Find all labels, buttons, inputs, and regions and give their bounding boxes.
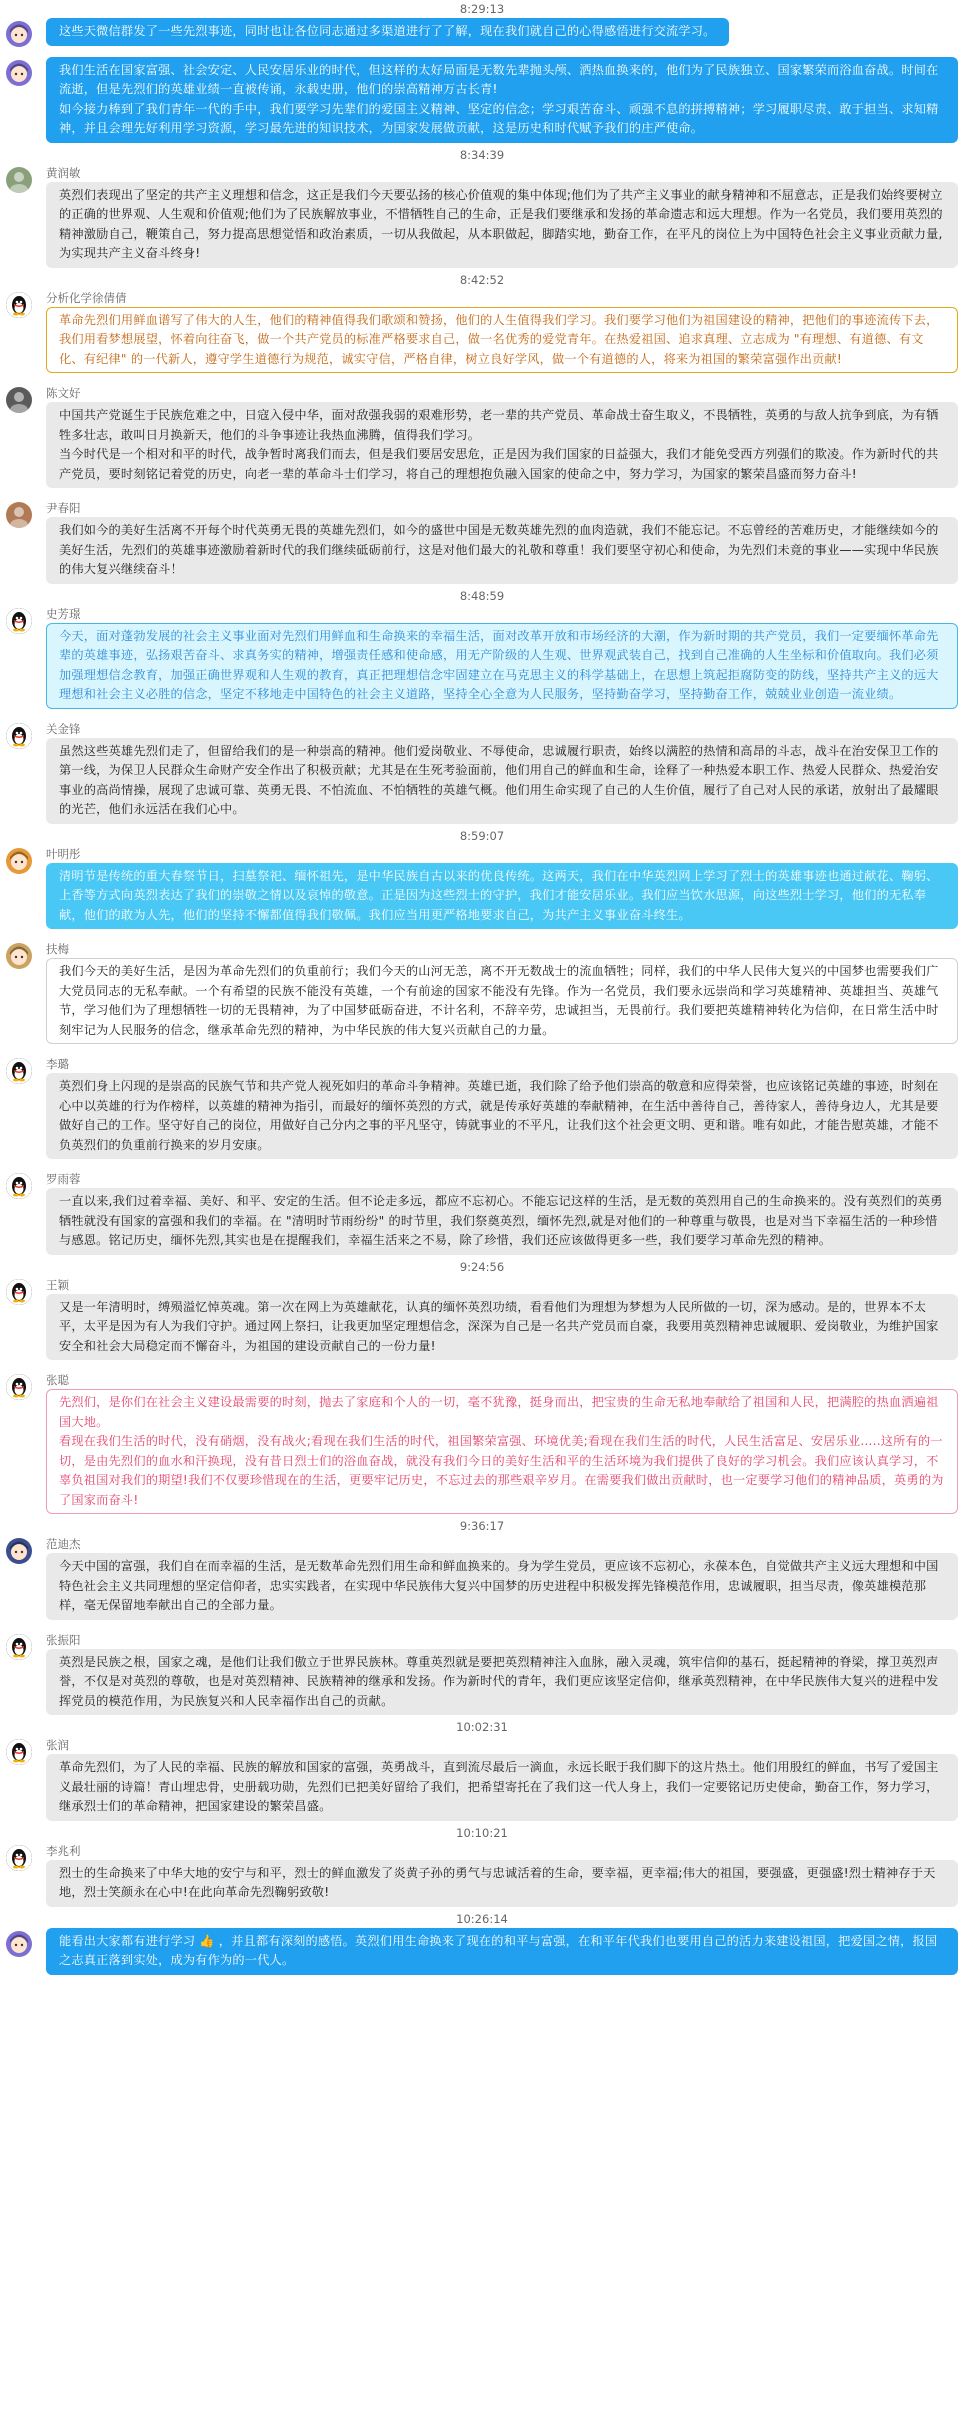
timestamp: 9:24:56 <box>459 1259 505 1274</box>
sender-name: 叶明彤 <box>46 846 81 861</box>
sender-name: 张振阳 <box>46 1632 81 1647</box>
message <box>0 1631 964 1719</box>
message-body <box>46 384 958 491</box>
message-bubble[interactable]: 能看出大家都有进行学习 👍 ，并且都有深刻的感悟。英烈们用生命换来了现在的和平与富强，在和平年代我们也要用自己的活力来建设祖国，把爱国之情，报国之志真正落到实处，成为有作为的一代人。 <box>46 1928 958 1975</box>
message-bubble[interactable]: 我们生活在国家富强、社会安定、人民安居乐业的时代，但这样的太好局面是无数先辈抛头颅、洒热血换来的，他们为了民族独立、国家繁荣而浴血奋战。时间在流逝，但是先烈们的英雄业绩一直被传诵，永载史册，他们的崇高精神万古长青! 如今接力棒到了我们青年一代的手中，我们要学习先辈们的爱国主义精神、坚定的信念；学习艰苦奋斗、顽强不息的拼搏精神；学习履职尽责、敢于担当、求知精神，并且会理先好利用学习资源，学习最先进的知识技术，为国家发展做贡献，这是历史和时代赋予我们的庄严使命。 <box>46 57 958 143</box>
message <box>0 289 964 377</box>
message-body <box>46 1170 958 1258</box>
message <box>0 1055 964 1162</box>
qq-avatar[interactable] <box>6 1058 32 1084</box>
message-body <box>46 1928 958 1978</box>
message-bubble[interactable]: 一直以来,我们过着幸福、美好、和平、安定的生活。但不论走多远，都应不忘初心。不能忘记这样的生活，是无数的英烈用自己的生命换来的。没有英烈们的英勇牺牲就没有国家的富强和我们的幸福。在 "清明时节雨纷纷" 的时节里，我们祭奠英烈，缅怀先烈,就是对他们的一种尊重与敬畏，也是对当下幸福生活的一种珍惜与感恩。铭记历史，缅怀先烈,其实也是在提醒我们，幸福生活来之不易，除了珍惜，我们还应该做得更多一些，我们要学习革命先烈的精神。 <box>46 1188 958 1255</box>
anime-avatar[interactable] <box>6 60 32 86</box>
message-body <box>46 605 958 712</box>
sender-name: 李兆利 <box>46 1843 81 1858</box>
message <box>0 18 964 49</box>
sender-name: 范迪杰 <box>46 1537 81 1551</box>
anime-avatar[interactable] <box>6 21 32 47</box>
anime-avatar[interactable] <box>6 1931 32 1957</box>
message-gap <box>0 712 964 720</box>
message <box>0 1371 964 1517</box>
message <box>0 1170 964 1258</box>
message-bubble[interactable]: 革命先烈们用鲜血谱写了伟大的人生，他们的精神值得我们歌颂和赞扬，他们的人生值得我们学习。我们要学习他们为祖国建设的精神，把他们的事迹流传下去，我们用看梦想展望，怀着向往奋飞，做一个共产党员的标准严格要求自己，做一名优秀的爱党青年。在热爱祖国、追求真理、立志成为 "有理想、有道德、有文化、有纪律" 的一代新人，遵守学生道德行为规范，诚实守信，严格自律，树立良好学风，做一个有道德的人，将来为祖国的繁荣富强作出贡献! <box>46 307 958 374</box>
message-body <box>46 1276 958 1364</box>
anime-avatar[interactable] <box>6 943 32 969</box>
qq-avatar[interactable] <box>6 723 32 749</box>
message <box>0 164 964 271</box>
message-bubble[interactable]: 又是一年清明时，缚殒溢忆悼英魂。第一次在网上为英雄献花，认真的缅怀英烈功绩，看看他们为理想为梦想为人民所做的一切，深为感动。是的，世界本不太平，太平是因为有人为我们守护。通过网上祭扫，让我更加坚定理想信念，深深为自己是一名共产党员而自豪，我要用英烈精神忠诚履职、爱岗敬业，为维护国家安全和社会大局稳定而不懈奋斗，为祖国的建设贡献自己的一份力量! <box>46 1294 958 1361</box>
qq-avatar[interactable] <box>6 1634 32 1660</box>
qq-avatar[interactable] <box>6 1173 32 1199</box>
message-body <box>46 720 958 827</box>
message <box>0 605 964 712</box>
message-gap <box>0 1047 964 1055</box>
qq-avatar[interactable] <box>6 1374 32 1400</box>
message-bubble[interactable]: 中国共产党诞生于民族危难之中，日寇入侵中华，面对敌强我弱的艰难形势，老一辈的共产党员、革命战士奋生取义，不畏牺牲，英勇的与敌人抗争到底，为有牺牲多壮志，敢叫日月换新天，他们的斗争事迹让我热血沸腾，值得我们学习。 当今时代是一个相对和平的时代，战争暂时离我们而去，但是我们要居安思危，正是因为我们国家的日益强大，我们才能免受西方列强们的欺凌。作为新时代的共产党员，要时刻铭记着党的历史，向老一辈的革命斗士们学习，将自己的理想抱负融入国家的使命之中，努力学习，为国家的繁荣昌盛而努力奋斗! <box>46 402 958 488</box>
anime-avatar[interactable] <box>6 1538 32 1564</box>
sender-name: 尹春阳 <box>46 501 81 515</box>
message-gap <box>0 491 964 499</box>
message <box>0 499 964 587</box>
message-bubble[interactable]: 烈士的生命换来了中华大地的安宁与和平，烈士的鲜血激发了炎黄子孙的勇气与忠诚活着的生命，要幸福，更幸福;伟大的祖国，要强盛，更强盛!烈士精神存于天地，烈士笑颜永在心中!在此向革命先烈鞠躬致敬! <box>46 1860 958 1907</box>
timestamp: 8:59:07 <box>459 828 505 843</box>
message <box>0 1736 964 1824</box>
message <box>0 57 964 146</box>
message <box>0 940 964 1047</box>
message-bubble[interactable]: 我们今天的美好生活，是因为革命先烈们的负重前行；我们今天的山河无恙，离不开无数战士的流血牺牲；同样，我们的中华人民伟大复兴的中国梦也需要我们广大党员同志的无私奉献。一个有希望的民族不能没有英雄，一个有前途的国家不能没有先锋。作为一名党员，我们要永远崇尚和学习英雄精神、英雄担当、英雄气节，学习他们为了理想牺牲一切的无畏精神，为了中国梦砥砺奋进，不计名利，不辞辛劳，忠诚担当，无畏前行。我们要把英雄精神转化为信仰，在日常生活中时刻牢记为人民服务的信念，继承革命先烈的精神，为中华民族的伟大复兴贡献自己的力量。 <box>46 958 958 1044</box>
message-bubble[interactable]: 英烈们身上闪现的是崇高的民族气节和共产党人视死如归的革命斗争精神。英雄已逝，我们除了给予他们崇高的敬意和应得荣誉，也应该铭记英雄的事迹，时刻在心中以英雄的行为作榜样，以英雄的精神为指引，而最好的缅怀英烈的方式，就是传承好英雄的奉献精神，在生活中善待自己，善待家人，善待身边人，尤其是要做好自己的工作。坚守好自己的岗位，用做好自己分内之事的平凡坚守，铸就事业的不平凡，让我们这个社会更文明、更和谐。唯有如此，才能告慰英雄，才能不负英烈们的负重前行换来的岁月安康。 <box>46 1073 958 1159</box>
timestamp: 8:48:59 <box>459 588 505 603</box>
message-bubble[interactable]: 革命先烈们，为了人民的幸福、民族的解放和国家的富强，英勇战斗，直到流尽最后一滴血，永远长眠于我们脚下的这片热土。他们用殷红的鲜血，书写了爱国主义最壮丽的诗篇！青山埋忠骨，史册载功勋，先烈们已把美好留给了我们，把希望寄托在了我们这一代人身上，我们一定要铭记历史使命，勤奋工作，努力学习，继承烈士们的革命精神，把国家建设的繁荣昌盛。 <box>46 1754 958 1821</box>
message-gap <box>0 1162 964 1170</box>
timestamp: 10:10:21 <box>456 1825 508 1840</box>
message-gap <box>0 1623 964 1631</box>
sender-name: 关金锋 <box>46 721 81 736</box>
message-body <box>46 1736 958 1824</box>
message-body <box>46 940 958 1047</box>
message <box>0 1928 964 1978</box>
sender-name: 分析化学徐倩倩 <box>46 290 127 305</box>
message-bubble[interactable]: 清明节是传统的重大春祭节日，扫墓祭祀、缅怀祖先，是中华民族自古以来的优良传统。这两天，我们在中华英烈网上学习了烈士的英雄事迹也通过献花、鞠躬、上香等方式向英烈表达了我们的崇敬之情以及哀悼的敬意。正是因为这些烈士的守护，我们才能安居乐业。我们应当饮水思源，向这些烈士学习，他们的无私奉献，他们的敢为人先，他们的坚持不懈都值得我们敬佩。我们应当用更严格地要求自己，为共产主义事业奋斗终生。 <box>46 863 958 930</box>
photo-avatar[interactable] <box>6 502 32 528</box>
timestamp: 10:02:31 <box>456 1720 508 1734</box>
timestamp: 8:42:52 <box>459 272 505 287</box>
message-bubble[interactable]: 今天中国的富强，我们自在而幸福的生活，是无数革命先烈们用生命和鲜血换来的。身为学生党员，更应该不忘初心，永葆本色，自觉做共产主义远大理想和中国特色社会主义共同理想的坚定信仰者，忠实实践者，在实现中华民族伟大复兴中国梦的历史进程中积极发挥先锋模范作用，忠诚履职，担当尽责，像英雄模范那样，毫无保留地奉献出自己的全部力量。 <box>46 1553 958 1620</box>
message-body <box>46 1371 958 1517</box>
message <box>0 1842 964 1910</box>
qq-avatar[interactable] <box>6 1739 32 1765</box>
timestamp: 10:26:14 <box>456 1911 508 1926</box>
message-body <box>46 845 958 933</box>
message <box>0 845 964 933</box>
message-body <box>46 1055 958 1162</box>
sender-name: 李璐 <box>46 1057 69 1071</box>
message <box>0 720 964 827</box>
message-body <box>46 1842 958 1910</box>
message-body <box>46 1631 958 1719</box>
message-bubble[interactable]: 今天，面对蓬勃发展的社会主义事业面对先烈们用鲜血和生命换来的幸福生活，面对改革开放和市场经济的大潮，作为新时期的共产党员，我们一定要缅怀革命先辈的英雄事迹，弘扬艰苦奋斗、求真务实的精神，增强责任感和使命感，用无产阶级的人生观、世界观武装自己，找到自己准确的人生坐标和价值取向。我们必须加强理想信念教育，加强正确世界观和人生观的教育，真正把理想信念牢固建立在马克思主义的科学基础上，在思想上筑起拒腐防变的防线，坚持共产主义的远大理想和社会主义必胜的信念，坚定不移地走中国特色的社会主义道路，坚持全心全意为人民服务，坚持勤奋学习，坚持勤奋工作，兢兢业业创造一流业绩。 <box>46 623 958 709</box>
sender-name: 王颖 <box>46 1277 69 1292</box>
sender-name: 张润 <box>46 1738 69 1752</box>
message-body <box>46 289 958 377</box>
message-bubble[interactable]: 这些天微信群发了一些先烈事迹，同时也让各位同志通过多渠道进行了了解，现在我们就自己的心得感悟进行交流学习。 <box>46 18 729 46</box>
photo-avatar[interactable] <box>6 387 32 413</box>
qq-avatar[interactable] <box>6 292 32 318</box>
qq-avatar[interactable] <box>6 1845 32 1871</box>
timestamp: 8:34:39 <box>459 147 505 162</box>
sender-name: 罗雨蓉 <box>46 1172 81 1186</box>
message-body <box>46 164 958 271</box>
anime-avatar[interactable] <box>6 848 32 874</box>
message-gap <box>0 932 964 940</box>
message-body <box>46 1535 958 1623</box>
message-body <box>46 499 958 587</box>
sender-name: 史芳璟 <box>46 606 81 621</box>
timestamp: 9:36:17 <box>459 1519 505 1533</box>
message-body <box>46 18 958 49</box>
message-bubble[interactable]: 我们如今的美好生活离不开每个时代英勇无畏的英雄先烈们，如今的盛世中国是无数英雄先烈的血肉造就，我们不能忘记。不忘曾经的苦难历史，才能继续如今的美好生活，先烈们的英雄事迹激励着新时代的我们继续砥砺前行，这是对他们最大的礼敬和尊重！我们要坚守初心和使命，为先烈们未竟的事业——实现中华民族的伟大复兴继续奋斗！ <box>46 517 958 584</box>
sender-name: 张聪 <box>46 1373 69 1387</box>
qq-avatar[interactable] <box>6 1279 32 1305</box>
message <box>0 384 964 491</box>
message-bubble[interactable]: 英烈们表现出了坚定的共产主义理想和信念，这正是我们今天要弘扬的核心价值观的集中体现;他们为了共产主义事业的献身精神和不屈意志，正是我们始终要树立的正确的世界观、人生观和价值观;他们为了民族解放事业，不惜牺牲自己的生命，正是我们要继承和发扬的革命遗志和远大理想。作为一名党员，我们要用英烈的精神激励自己，鞭策自己，努力提高思想觉悟和政治素质，一切从我做起，从本职做起，脚踏实地，勤奋工作，在平凡的岗位上为中国特色社会主义事业贡献力量,为实现共产主义奋斗终身! <box>46 182 958 268</box>
message <box>0 1535 964 1623</box>
sender-name: 扶梅 <box>46 942 69 956</box>
qq-avatar[interactable] <box>6 608 32 634</box>
message-gap <box>0 49 964 57</box>
message <box>0 1276 964 1364</box>
message-bubble[interactable]: 虽然这些英雄先烈们走了，但留给我们的是一种崇高的精神。他们爱岗敬业、不辱使命，忠诚履行职责，始终以满腔的热情和高昂的斗志，战斗在治安保卫工作的第一线，为保卫人民群众生命财产安全作出了积极贡献；尤其是在生死考验面前，他们用自己的鲜血和生命，诠释了一种热爱本职工作、热爱人民群众、热爱治安事业的高尚情操，展现了忠诚可靠、英勇无畏、不怕流血、不怕牺牲的英雄气概。他们用生命实现了自己的人生价值，履行了自己对人民的承诺，放射出了最耀眼的光芒，他们永远活在我们心中。 <box>46 738 958 824</box>
message-gap <box>0 1363 964 1371</box>
message-bubble[interactable]: 先烈们，是你们在社会主义建设最需要的时刻，抛去了家庭和个人的一切，毫不犹豫，挺身而出，把宝贵的生命无私地奉献给了祖国和人民，把满腔的热血洒遍祖国大地。 看现在我们生活的时代，没有硝烟，没有战火;看现在我们生活的时代，祖国繁荣富强、环境优美;看现在我们生活的时代，人民生活富足、安居乐业.....这所有的一切，是由先烈们的血水和汗换现，没有昔日烈士们的浴血奋战，就没有我们今日的美好生活和平的生活环境为我们提供了良好的学习机会。我们应该认真学习，不辜负祖国对我们的期望!我们不仅要珍惜现在的生活，更要牢记历史，不忘过去的那些艰辛岁月。在需要我们做出贡献时，也一定要学习他们的精神品质，英勇的为了国家而奋斗! <box>46 1389 958 1514</box>
photo-avatar[interactable] <box>6 167 32 193</box>
message-body <box>46 57 958 146</box>
message-gap <box>0 376 964 384</box>
sender-name: 黄润敏 <box>46 165 81 180</box>
timestamp: 8:29:13 <box>459 2 505 16</box>
sender-name: 陈文好 <box>46 386 81 400</box>
message-bubble[interactable]: 英烈是民族之根，国家之魂，是他们让我们傲立于世界民族林。尊重英烈就是要把英烈精神注入血脉，融入灵魂，筑牢信仰的基石，挺起精神的脊梁，撑卫英烈声誉，不仅是对英烈的尊敬，也是对英烈精神、民族精神的继承和发扬。作为新时代的青年，我们更应该坚定信仰，继承英烈精神，在中华民族伟大复兴的进程中发挥党员的模范作用，为民族复兴和人民幸福作出自己的贡献。 <box>46 1649 958 1716</box>
